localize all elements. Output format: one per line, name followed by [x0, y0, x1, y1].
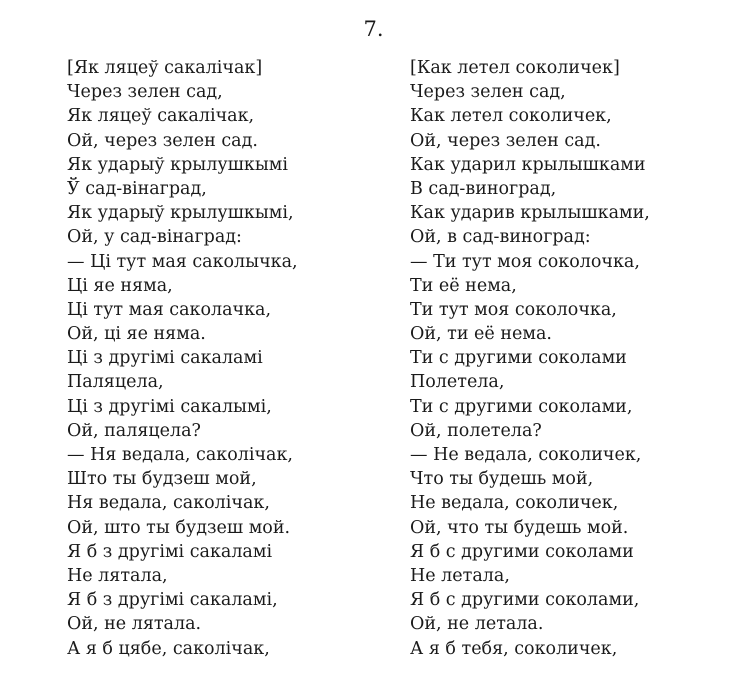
verse-line: Ня ведала, саколічак,	[67, 493, 270, 514]
verse-line: Не ведала, соколичек,	[410, 493, 619, 514]
verse-line: Как ударив крылышками,	[410, 203, 650, 224]
belarusian-title: [Як ляцеў сакалічак]	[67, 58, 263, 78]
verse-line: — Ня ведала, саколічак,	[67, 445, 293, 465]
verse-line: Ці яе няма,	[67, 275, 173, 296]
verse-line: Через зелен сад,	[67, 82, 223, 103]
verse-line: Паляцела,	[67, 372, 164, 393]
verse-line: А я б цябе, саколічак,	[67, 638, 270, 659]
verse-line: — Ці тут мая саколычка,	[67, 251, 298, 272]
verse-line: Не лятала,	[67, 565, 168, 586]
verse-line: Ой, ці яе няма.	[67, 324, 206, 345]
belarusian-column	[67, 56, 298, 661]
verse-line: Ой, паляцела?	[67, 420, 201, 441]
verse-line: Ой, што ты будзеш мой.	[67, 517, 291, 538]
verse-line: А я б тебя, соколичек,	[410, 638, 618, 659]
verse-line: Ці тут мая саколачка,	[67, 299, 272, 320]
verse-line: — Не ведала, соколичек,	[410, 445, 642, 465]
verse-line: Не летала,	[410, 565, 510, 586]
verse-line: Ой, что ты будешь мой.	[410, 517, 629, 538]
verse-line: Ти с другими соколами,	[410, 396, 633, 417]
verse-line: Як ударыў крылушкымі	[67, 154, 288, 175]
verse-line: Ти тут моя соколочка,	[410, 299, 617, 320]
verse-line: Ти её нема,	[410, 275, 517, 296]
verse-line: Ці з другімі сакалымі,	[67, 396, 272, 417]
russian-title: [Как летел соколичек]	[410, 58, 620, 78]
verse-line: Ой, через зелен сад.	[67, 130, 258, 151]
verse-line: Я б с другими соколами,	[410, 590, 640, 611]
page-number: 7.	[363, 17, 384, 41]
verse-line: Ой, не летала.	[410, 614, 544, 635]
verse-line: В сад-виноград,	[410, 178, 557, 199]
verse-line: Як ляцеў сакалічак,	[67, 106, 255, 127]
verse-line: Ці з другімі сакаламі	[67, 348, 263, 369]
verse-line: Полетела,	[410, 372, 505, 393]
verse-line: Через зелен сад,	[410, 82, 566, 103]
verse-line: — Ти тут моя соколочка,	[410, 251, 640, 272]
verse-line: Ой, ти её нема.	[410, 324, 552, 345]
verse-line: Я б з другімі сакаламі,	[67, 590, 278, 611]
verse-line: Что ты будешь мой,	[410, 469, 594, 490]
verse-line: Ой, через зелен сад.	[410, 130, 601, 151]
verse-line: Ў сад-вінаград,	[67, 178, 207, 199]
verse-line: Ой, не лятала.	[67, 614, 202, 635]
verse-line: Ти с другими соколами	[410, 348, 627, 369]
verse-line: Я б з другімі сакаламі	[67, 541, 273, 562]
verse-line: Ой, в сад-виноград:	[410, 227, 591, 248]
verse-line: Ой, полетела?	[410, 420, 542, 441]
verse-line: Што ты будзеш мой,	[67, 469, 257, 490]
russian-column	[410, 56, 650, 661]
verse-line: Я б с другими соколами	[410, 541, 634, 562]
verse-line: Как летел соколичек,	[410, 106, 612, 127]
verse-line: Ой, у сад-вінаград:	[67, 227, 242, 248]
verse-line: Як ударыў крылушкымі,	[67, 203, 294, 224]
verse-line: Как ударил крылышками	[410, 154, 646, 175]
